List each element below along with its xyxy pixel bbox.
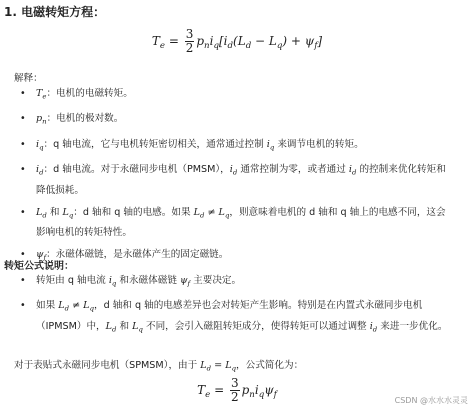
math-symbol: $i_q$ bbox=[266, 138, 275, 152]
math-symbol: $p_n$ bbox=[36, 113, 47, 126]
math-symbol: $i_d$ bbox=[348, 164, 357, 177]
math-symbol: $i_q$ bbox=[108, 275, 117, 288]
bullet-icon: • bbox=[20, 275, 26, 286]
explanation-label: 解释： bbox=[14, 73, 43, 84]
math-symbol: $L_d = L_q$ bbox=[200, 360, 237, 373]
definition-text: 和 bbox=[46, 206, 63, 218]
list-item bbox=[18, 204, 450, 241]
math-symbol: $L_d \ne L_q$ bbox=[58, 300, 94, 313]
bullet-icon: • bbox=[20, 113, 26, 125]
list-item bbox=[18, 272, 450, 292]
math-symbol: $L_d \ne L_q$ bbox=[193, 206, 230, 220]
math-symbol: $T_e$ bbox=[36, 88, 47, 101]
list-item bbox=[18, 110, 450, 130]
note-text: 不同，会引入磁阻转矩成分，使得转矩可以通过调整 bbox=[142, 320, 370, 332]
section-title-torque-equation: 1. 电磁转矩方程： bbox=[4, 5, 106, 19]
definition-text: ：电机的电磁转矩。 bbox=[46, 88, 133, 99]
definition-text: 来调节电机的转矩。 bbox=[274, 138, 364, 150]
math-symbol: $i_d$ bbox=[229, 164, 238, 177]
math-symbol: $L_q$ bbox=[62, 206, 74, 220]
definition-text: 通常控制为零，或者通过 bbox=[237, 164, 349, 176]
note-text: 如果 bbox=[36, 300, 59, 312]
torque-equation-simplified: $T_e$ = $\frac{3}{2}$ $p_ni_q\psi_f$ bbox=[197, 376, 277, 405]
definition-text: ：永磁体磁链，是永磁体产生的固定磁链。 bbox=[46, 249, 229, 261]
definition-text: ：q 轴电流，它与电机转矩密切相关，通常通过控制 bbox=[43, 138, 267, 150]
note-text: ，d 轴和 q 轴的电感差异也会对转矩产生影响。特别是在内置式永磁同步电机（IPMSM）中， bbox=[36, 300, 423, 332]
spmsm-paragraph bbox=[14, 357, 303, 372]
math-symbol: $i_q$ bbox=[36, 138, 44, 152]
list-item bbox=[18, 161, 450, 198]
paragraph-text: ，公式简化为： bbox=[236, 360, 304, 371]
note-text: 来进一步优化。 bbox=[377, 320, 448, 332]
bullet-icon: • bbox=[20, 164, 26, 176]
definition-text: ：电机的极对数。 bbox=[46, 113, 124, 125]
definition-text: 的控制来优化转矩和降低损耗。 bbox=[36, 164, 446, 196]
list-item bbox=[18, 246, 450, 266]
math-symbol: $L_d$ bbox=[105, 320, 117, 334]
note-text: 和永磁体磁链 bbox=[116, 275, 180, 286]
math-symbol: $i_d$ bbox=[36, 164, 44, 177]
note-text: 和 bbox=[116, 320, 133, 332]
paragraph-text: 对于表贴式永磁同步电机（SPMSM），由于 bbox=[14, 360, 201, 371]
math-symbol: $i_d$ bbox=[369, 320, 378, 334]
definition-text: ：d 轴电流。对于永磁同步电机（PMSM）， bbox=[43, 164, 230, 176]
math-symbol: $\psi_f$ bbox=[179, 275, 191, 288]
math-symbol: $\psi_f$ bbox=[36, 249, 47, 262]
bullet-icon: • bbox=[20, 88, 26, 99]
definition-list bbox=[18, 85, 450, 266]
bullet-icon: • bbox=[20, 138, 26, 150]
notes-list bbox=[18, 272, 450, 338]
bullet-icon: • bbox=[20, 206, 26, 218]
math-symbol: $L_q$ bbox=[132, 320, 143, 334]
watermark: CSDN @水水水灵灵 bbox=[394, 396, 468, 405]
list-item bbox=[18, 136, 450, 156]
note-text: 主要决定。 bbox=[190, 275, 242, 286]
math-symbol: $L_d$ bbox=[36, 206, 47, 220]
definition-text: ，则意味着电机的 d 轴和 q 轴上的电感不同，这会影响电机的转矩特性。 bbox=[36, 206, 446, 239]
list-item bbox=[18, 85, 450, 105]
section-title-formula-notes: 转矩公式说明： bbox=[4, 261, 74, 272]
definition-text: ：d 轴和 q 轴的电感。如果 bbox=[73, 206, 194, 218]
bullet-icon: • bbox=[20, 300, 26, 312]
note-text: 转矩由 q 轴电流 bbox=[36, 275, 109, 286]
list-item bbox=[18, 297, 450, 338]
bullet-icon: • bbox=[20, 249, 26, 261]
torque-equation-full: $T_e$ = $\frac{3}{2}$ $p_ni_q[i_d(L_d - L_q) + \psi_f]$ bbox=[151, 27, 323, 56]
